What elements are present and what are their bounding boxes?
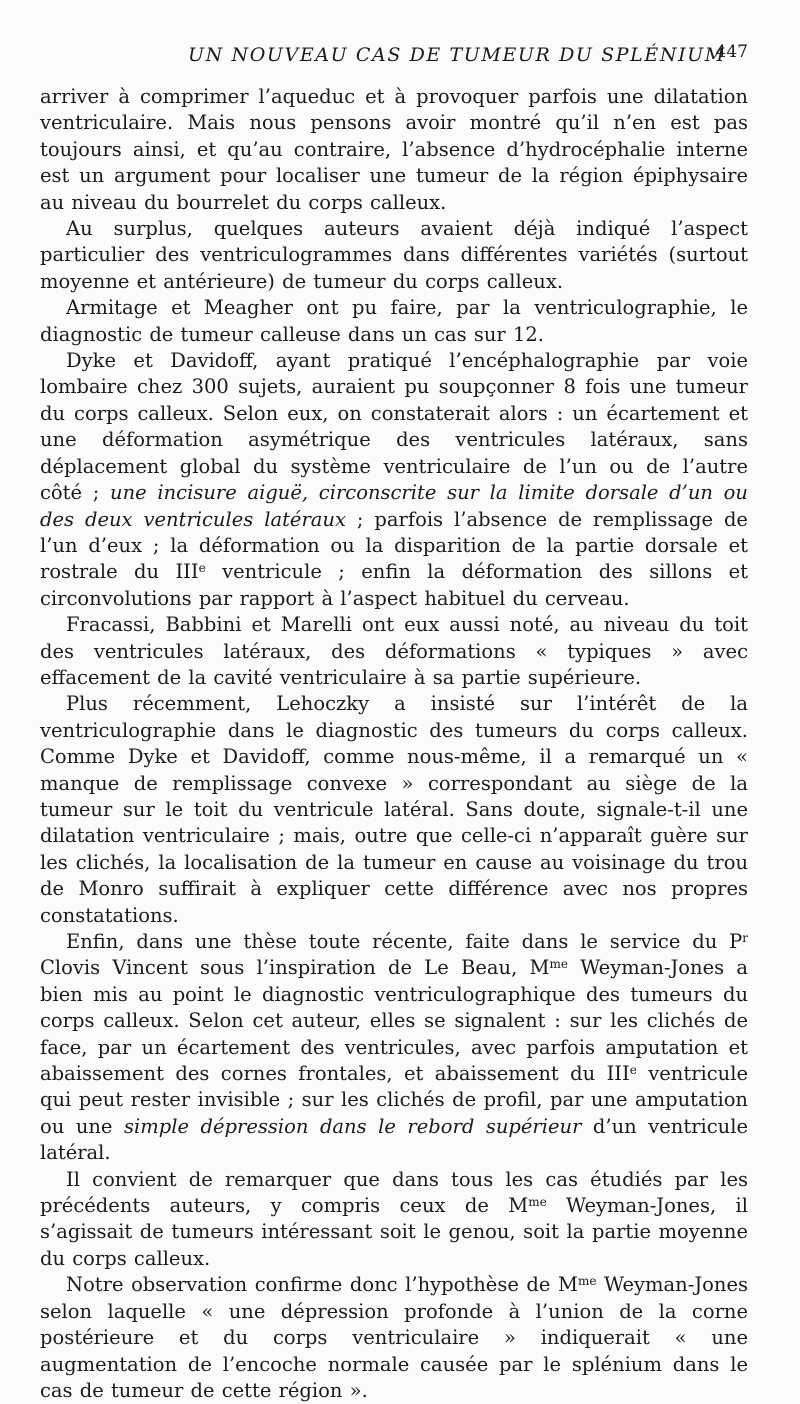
- superscript: r: [742, 931, 748, 945]
- paragraph: [40, 691, 748, 929]
- text-run: Il convient de remarquer que dans tous les cas étudiés par les précédents auteurs, y compris ceux de M: [40, 1167, 748, 1218]
- paragraph: [40, 216, 748, 295]
- paragraph: [40, 1272, 748, 1404]
- page-number: 447: [715, 42, 748, 62]
- superscript: me: [578, 1274, 597, 1289]
- superscript: me: [549, 957, 568, 972]
- paragraph: [40, 295, 748, 348]
- text-run: d’un ventricule latéral.: [40, 1114, 749, 1165]
- paragraph: [40, 929, 748, 1167]
- superscript: me: [528, 1195, 547, 1210]
- text-run: ventricule ; enfin la déformation des sillons et circonvolutions par rapport à l’aspect habituel du cerveau.: [40, 560, 748, 610]
- text-run: Plus récemment, Lehoczky a insisté sur l’intérêt de la ventriculographie dans le diagnostic des tumeurs du corps calleux. Comme Dyke et Davidoff, comme nous-même, il a remarqué un « manque de remplissage convexe » correspondant au siège de la tumeur sur le toit du ventricule latéral. Sans doute, signale-t-il une dilatation ventriculaire ; mais, outre que celle-ci n’apparaît guère sur les clichés, la localisation de la tumeur en cause au voisinage du trou de Monro suffirait à expliquer cette différence avec nos propres constatations.: [40, 692, 748, 927]
- text-run: Clovis Vincent sous l’inspiration de Le Beau, M: [40, 956, 550, 980]
- paragraph: [40, 348, 748, 612]
- paragraph: [40, 84, 748, 216]
- superscript: e: [629, 1063, 637, 1078]
- text-run: ; parfois l’absence de remplissage de l’un d’eux ; la déformation ou la disparition de la partie dorsale et rostrale du III: [40, 507, 748, 584]
- text-run: Fracassi, Babbini et Marelli ont eux aussi noté, au niveau du toit des ventricules latéraux, des déformations « typiques » avec effacement de la cavité ventriculaire à sa partie supérieure.: [40, 613, 748, 689]
- running-title: UN NOUVEAU CAS DE TUMEUR DU SPLÉNIUM: [188, 44, 726, 66]
- text-run: Enfin, dans une thèse toute récente, faite dans le service du P: [66, 930, 743, 953]
- italic-run: une incisure aiguë, circonscrite sur la limite dorsale d’un ou des deux ventricules latéraux: [40, 481, 748, 531]
- text-run: Dyke et Davidoff, ayant pratiqué l’encéphalographie par voie lombaire chez 300 sujets, auraient pu soupçonner 8 fois une tumeur du corps calleux. Selon eux, on constaterait alors : un écartement et une déformation asymétrique des ventricules latéraux, sans déplacement global du système ventriculaire de l’un ou de l’autre côté ;: [40, 349, 748, 505]
- text-run: arriver à comprimer l’aqueduc et à provoquer parfois une dilatation ventriculaire. Mais nous pensons avoir montré qu’il n’en est pas toujours ainsi, et qu’au contraire, l’absence d’hydrocéphalie interne est un argument pour localiser une tumeur de la région épiphysaire au niveau du bourrelet du corps calleux.: [40, 85, 748, 214]
- text-run: Weyman-Jones a bien mis au point le diagnostic ventriculographique des tumeurs du corps calleux. Selon cet auteur, elles se signalent : sur les clichés de face, par un écartement des ventricules, avec parfois amputation et abaissement des cornes frontales, et abaissement du III: [40, 956, 748, 1086]
- paragraph: [40, 1167, 748, 1273]
- text-run: ventricule qui peut rester invisible ; sur les clichés de profil, par une amputation ou une: [40, 1062, 749, 1138]
- text-run: Notre observation confirme donc l’hypothèse de M: [66, 1273, 578, 1297]
- text-run: Armitage et Meagher ont pu faire, par la ventriculographie, le diagnostic de tumeur calleuse dans un cas sur 12.: [40, 296, 748, 346]
- text-run: Weyman-Jones selon laquelle « une dépression profonde à l’union de la corne postérieure et du corps ventriculaire » indiquerait « une augmentation de l’encoche normale causée par le splénium dans le cas de tumeur de cette région ».: [40, 1273, 748, 1402]
- text-run: Weyman-Jones, il s’agissait de tumeurs intéressant soit le genou, soit la partie moyenne du corps calleux.: [40, 1194, 748, 1270]
- running-header: [40, 0, 748, 84]
- paragraph: [40, 612, 748, 691]
- text-run: Au surplus, quelques auteurs avaient déjà indiqué l’aspect particulier des ventriculogrammes dans différentes variétés (surtout moyenne et antérieure) de tumeur du corps calleux.: [40, 217, 748, 293]
- italic-run: simple dépression dans le rebord supérieur: [124, 1114, 582, 1138]
- superscript: e: [198, 561, 206, 576]
- body-text: [40, 84, 748, 1404]
